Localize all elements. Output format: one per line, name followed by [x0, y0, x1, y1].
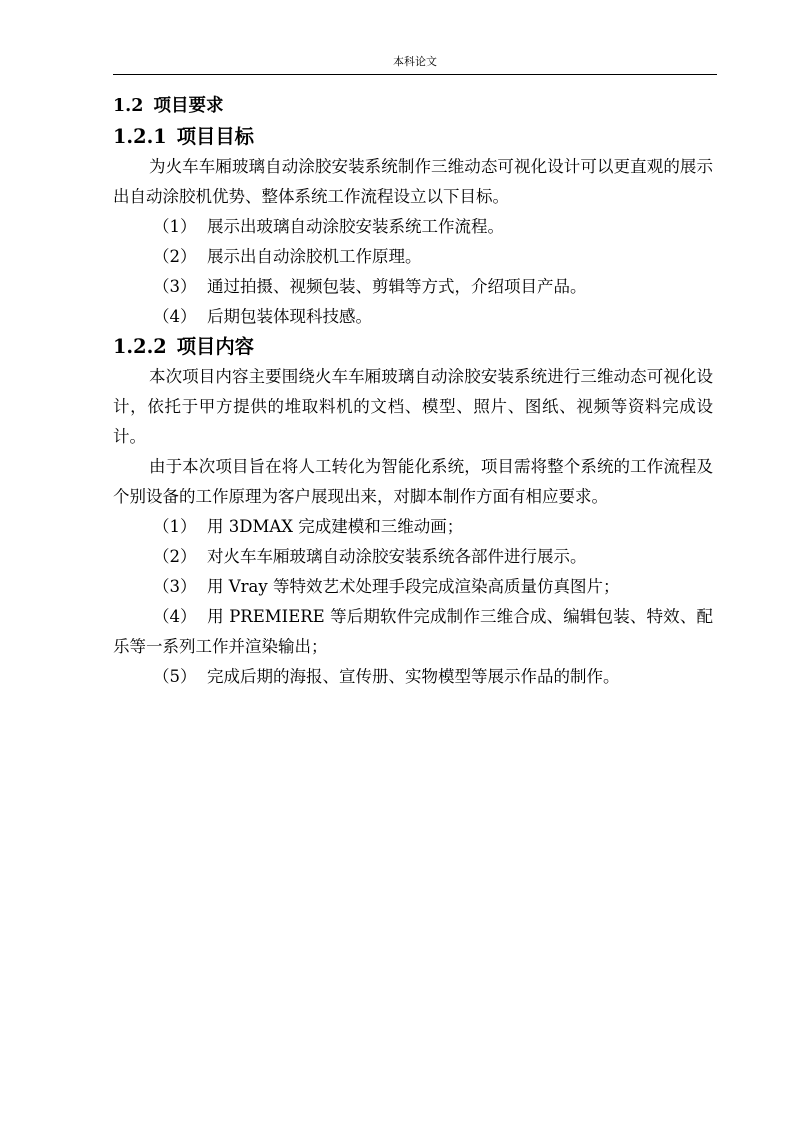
- goal-item: [113, 302, 713, 332]
- content-item-mark: （4）: [153, 607, 197, 626]
- goal-item: [113, 272, 713, 302]
- section-title: 项目要求: [153, 96, 224, 116]
- content-item-text: 对火车车厢玻璃自动涂胶安装系统各部件进行展示。: [207, 547, 587, 566]
- subsection-title: 项目目标: [176, 125, 254, 148]
- content-item: [113, 602, 713, 662]
- subsection-heading-goals: [113, 122, 713, 152]
- goal-item: [113, 212, 713, 242]
- content-item-mark: （2）: [153, 547, 197, 566]
- content-item-text: 用 Vray 等特效艺术处理手段完成渲染高质量仿真图片；: [207, 577, 620, 596]
- document-body: [113, 90, 713, 692]
- content-item-text: 用 PREMIERE 等后期软件完成制作三维合成、编辑包装、特效、配乐等一系列工作并渲染输出；: [113, 607, 713, 656]
- content-item: [113, 662, 713, 692]
- content-item-mark: （5）: [153, 667, 197, 686]
- subsection-title: 项目内容: [176, 335, 254, 358]
- content-paragraph: 由于本次项目旨在将人工转化为智能化系统，项目需将整个系统的工作流程及个别设备的工作原理为客户展现出来，对脚本制作方面有相应要求。: [113, 457, 713, 506]
- content-item-mark: （1）: [153, 517, 197, 536]
- page-header: [113, 55, 717, 75]
- content-item-text: 完成后期的海报、宣传册、实物模型等展示作品的制作。: [207, 667, 620, 686]
- content-item: [113, 512, 713, 542]
- content-item-text: 用 3DMAX 完成建模和三维动画；: [207, 517, 464, 536]
- subsection-heading-content: [113, 332, 713, 362]
- goal-item-text: 展示出自动涂胶机工作原理。: [207, 247, 422, 266]
- content-item: [113, 572, 713, 602]
- section-heading: [113, 90, 713, 122]
- subsection-number: 1.2.1: [113, 125, 167, 148]
- goal-item-mark: （2）: [153, 247, 197, 266]
- goals-intro-paragraph: 为火车车厢玻璃自动涂胶安装系统制作三维动态可视化设计可以更直观的展示出自动涂胶机优势、整体系统工作流程设立以下目标。: [113, 157, 713, 206]
- goal-item-text: 后期包装体现科技感。: [207, 307, 372, 326]
- goal-item: [113, 242, 713, 272]
- subsection-number: 1.2.2: [113, 335, 167, 358]
- content-paragraph: 本次项目内容主要围绕火车车厢玻璃自动涂胶安装系统进行三维动态可视化设计，依托于甲方提供的堆取料机的文档、模型、照片、图纸、视频等资料完成设计。: [113, 367, 713, 446]
- content-item: [113, 542, 713, 572]
- goal-item-text: 通过拍摄、视频包装、剪辑等方式，介绍项目产品。: [207, 277, 587, 296]
- content-item-mark: （3）: [153, 577, 197, 596]
- goal-item-mark: （1）: [153, 217, 197, 236]
- section-number: 1.2: [113, 96, 144, 116]
- header-title: 本科论文: [393, 55, 437, 68]
- goal-item-text: 展示出玻璃自动涂胶安装系统工作流程。: [207, 217, 504, 236]
- goal-item-mark: （3）: [153, 277, 197, 296]
- goal-item-mark: （4）: [153, 307, 197, 326]
